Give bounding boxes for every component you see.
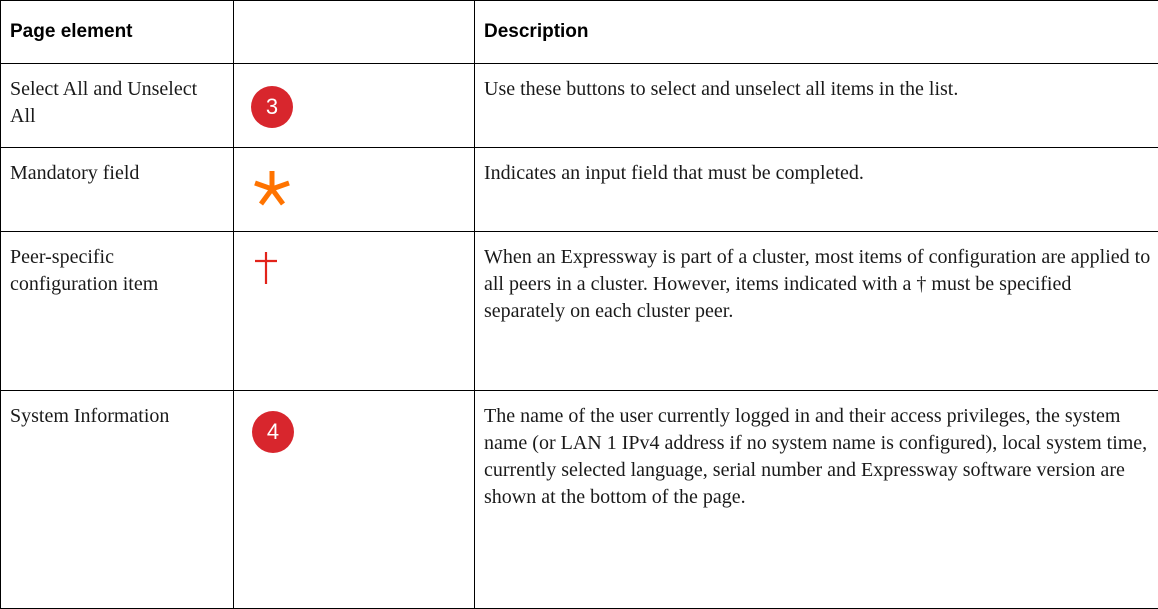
table-row [1, 64, 1158, 148]
description-cell [475, 64, 1158, 148]
header-description [475, 1, 1158, 64]
icon-cell [234, 391, 475, 609]
header-page-element [1, 1, 234, 64]
description-cell [475, 148, 1158, 232]
icon-cell [234, 64, 475, 148]
header-description-label: Description [475, 1, 1158, 43]
callout-number-4-icon: 4 [252, 411, 294, 453]
description-text: When an Expressway is part of a cluster, most items of configuration are applied to all peers in a cluster. However, items indicated with a † must be specified separately on each cluster peer. [475, 232, 1158, 325]
callout-number-3-icon: 3 [251, 86, 293, 128]
element-cell [1, 232, 234, 391]
icon-cell [234, 148, 475, 232]
asterisk-icon [251, 166, 293, 208]
element-cell [1, 148, 234, 232]
description-cell [475, 391, 1158, 609]
description-text: Indicates an input field that must be completed. [475, 148, 1158, 187]
description-text: Use these buttons to select and unselect all items in the list. [475, 64, 1158, 103]
element-cell [1, 391, 234, 609]
header-page-element-label: Page element [1, 1, 233, 43]
table-row [1, 232, 1158, 391]
element-label: System Information [1, 391, 233, 430]
element-label: Select All and Unselect All [1, 64, 233, 130]
header-icon-label [234, 1, 474, 21]
element-label: Peer-specific configuration item [1, 232, 233, 298]
header-icon [234, 1, 475, 64]
table-header-row [1, 1, 1158, 64]
icon-cell [234, 232, 475, 391]
description-cell [475, 232, 1158, 391]
dagger-icon [254, 251, 278, 285]
table-row [1, 148, 1158, 232]
description-text: The name of the user currently logged in and their access privileges, the system name (or LAN 1 IPv4 address if no system name is configured), local system time, currently selected language, serial number and Expressway software version are shown at the bottom of the page. [475, 391, 1158, 511]
element-cell [1, 64, 234, 148]
table-row [1, 391, 1158, 609]
element-label: Mandatory field [1, 148, 233, 187]
